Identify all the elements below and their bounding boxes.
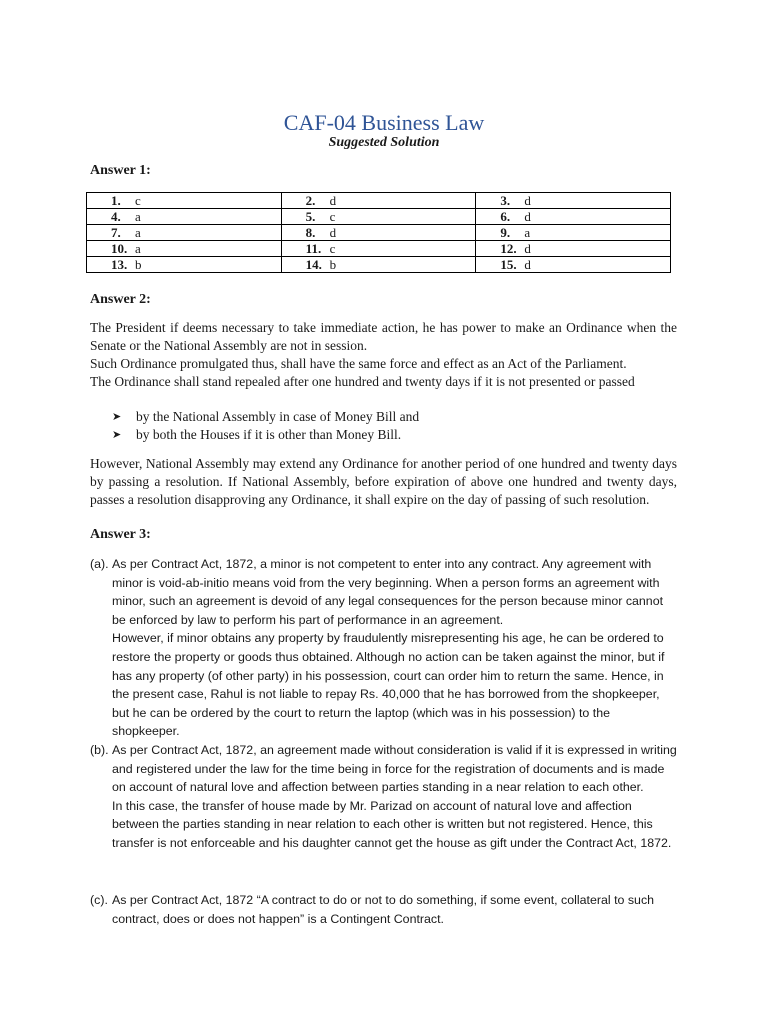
question-number: 8.	[305, 225, 316, 240]
table-cell	[476, 241, 671, 257]
question-number: 15.	[500, 257, 517, 272]
part-a-text-1: As per Contract Act, 1872, a minor is not competent to enter into any contract. Any agreement with minor is void-ab-initio means void from the very beginning. When a person forms an agreement with minor, such an agreement is devoid of any legal consequences for the person because minor cannot be enforced by law to perform his part of performance in an agreement.	[112, 557, 664, 627]
list-item	[112, 408, 419, 426]
part-c-label: (c).	[90, 893, 108, 907]
answer3-part-b	[90, 741, 680, 853]
question-number: 4.	[111, 209, 121, 224]
part-a-label: (a).	[90, 557, 109, 571]
table-cell	[87, 193, 282, 209]
part-a-text-2: However, if minor obtains any property by fraudulently misrepresenting his age, he can be ordered to restore the property or goods thus obtained. Although no action can be taken against the minor, but if has any property (of other party) in his possession, court can order him to return the same. Hence, in the present case, Rahul is not liable to repay Rs. 40,000 that he has borrowed from the shopkeeper, but he can be ordered by the court to return the laptop (which was in his possession) to the shopkeeper.	[112, 631, 665, 739]
answer-value: d	[329, 193, 337, 208]
answer-value: d	[524, 209, 531, 224]
question-number: 3.	[500, 193, 511, 208]
answer-value: c	[135, 193, 141, 208]
answer-value: d	[329, 225, 337, 240]
table-cell	[281, 257, 476, 273]
question-number: 5.	[305, 209, 316, 224]
table-cell	[476, 209, 671, 225]
table-row	[87, 193, 671, 209]
table-cell	[281, 241, 476, 257]
answer2-paragraph-4: However, National Assembly may extend any Ordinance for another period of one hundred and twenty days by passing a resolution. If National Assembly, before expiration of above one hundred and twenty days, passes a resolution disapproving any Ordinance, it shall expire on the day of passing of such resolution.	[90, 456, 677, 507]
answer3-heading: Answer 3:	[90, 527, 151, 542]
table-cell	[281, 193, 476, 209]
table-row	[87, 209, 671, 225]
table-row	[87, 225, 671, 241]
table-cell	[87, 225, 282, 241]
answer-value: d	[524, 193, 531, 208]
question-number: 9.	[500, 225, 511, 240]
table-cell	[281, 209, 476, 225]
table-cell	[476, 225, 671, 241]
question-number: 10.	[111, 241, 128, 256]
part-b-text-2: In this case, the transfer of house made by Mr. Parizad on account of natural love and affection between the parties standing in near relation to each other is written but not registered. Hence, this transfer is not enforceable and his daughter cannot get the house as gift under the Contract Act, 1872.	[112, 798, 672, 850]
answer-value: a	[135, 209, 141, 224]
answer3-part-a	[90, 555, 680, 741]
answer-value: a	[524, 225, 531, 240]
answer-value: d	[524, 241, 531, 256]
arrow-bullet-icon: ➤	[112, 411, 122, 423]
table-cell	[87, 209, 282, 225]
table-cell	[281, 225, 476, 241]
table-cell	[476, 257, 671, 273]
answer2-paragraph-2: Such Ordinance promulgated thus, shall have the same force and effect as an Act of the Parliament.	[90, 356, 627, 371]
list-item	[112, 426, 419, 444]
part-c-text-1: As per Contract Act, 1872 “A contract to do or not to do something, if some event, collateral to such contract, does or does not happen” is a Contingent Contract.	[112, 893, 655, 926]
part-b-text-1: As per Contract Act, 1872, an agreement made without consideration is valid if it is expressed in writing and registered under the law for the time being in force for the registration of documents and is made on account of natural love and affection between parties standing in a near relation to each other.	[112, 743, 677, 795]
question-number: 11.	[305, 241, 322, 256]
table-row	[87, 241, 671, 257]
answer-value: b	[135, 257, 142, 272]
answer1-table	[86, 192, 671, 273]
part-b-label: (b).	[90, 743, 109, 757]
table-cell	[476, 193, 671, 209]
answer1-heading: Answer 1:	[90, 163, 151, 178]
answer-value: c	[329, 209, 336, 224]
question-number: 7.	[111, 225, 121, 240]
list-item-text: by the National Assembly in case of Money Bill and	[136, 409, 420, 424]
question-number: 1.	[111, 193, 121, 208]
answer2-bullet-list	[112, 408, 419, 444]
question-number: 12.	[500, 241, 517, 256]
question-number: 13.	[111, 257, 128, 272]
table-row	[87, 257, 671, 273]
table-cell	[87, 257, 282, 273]
answer-value: c	[329, 241, 336, 256]
question-number: 2.	[305, 193, 316, 208]
question-number: 14.	[305, 257, 322, 272]
answer2-paragraph-1: The President if deems necessary to take immediate action, he has power to make an Ordinance when the Senate or the National Assembly are not in session.	[90, 320, 677, 353]
page-title: CAF-04 Business Law	[283, 110, 485, 135]
answer2-heading: Answer 2:	[90, 292, 151, 307]
answer-value: a	[135, 241, 141, 256]
answer3-part-c	[90, 891, 680, 928]
answer-value: b	[329, 257, 337, 272]
list-item-text: by both the Houses if it is other than Money Bill.	[136, 427, 402, 442]
answer2-paragraph-3: The Ordinance shall stand repealed after one hundred and twenty days if it is not presented or passed	[90, 374, 635, 389]
table-cell	[87, 241, 282, 257]
page-subtitle: Suggested Solution	[328, 135, 440, 150]
question-number: 6.	[500, 209, 511, 224]
answer-value: a	[135, 225, 141, 240]
arrow-bullet-icon: ➤	[112, 429, 122, 441]
answer-value: d	[524, 257, 531, 272]
